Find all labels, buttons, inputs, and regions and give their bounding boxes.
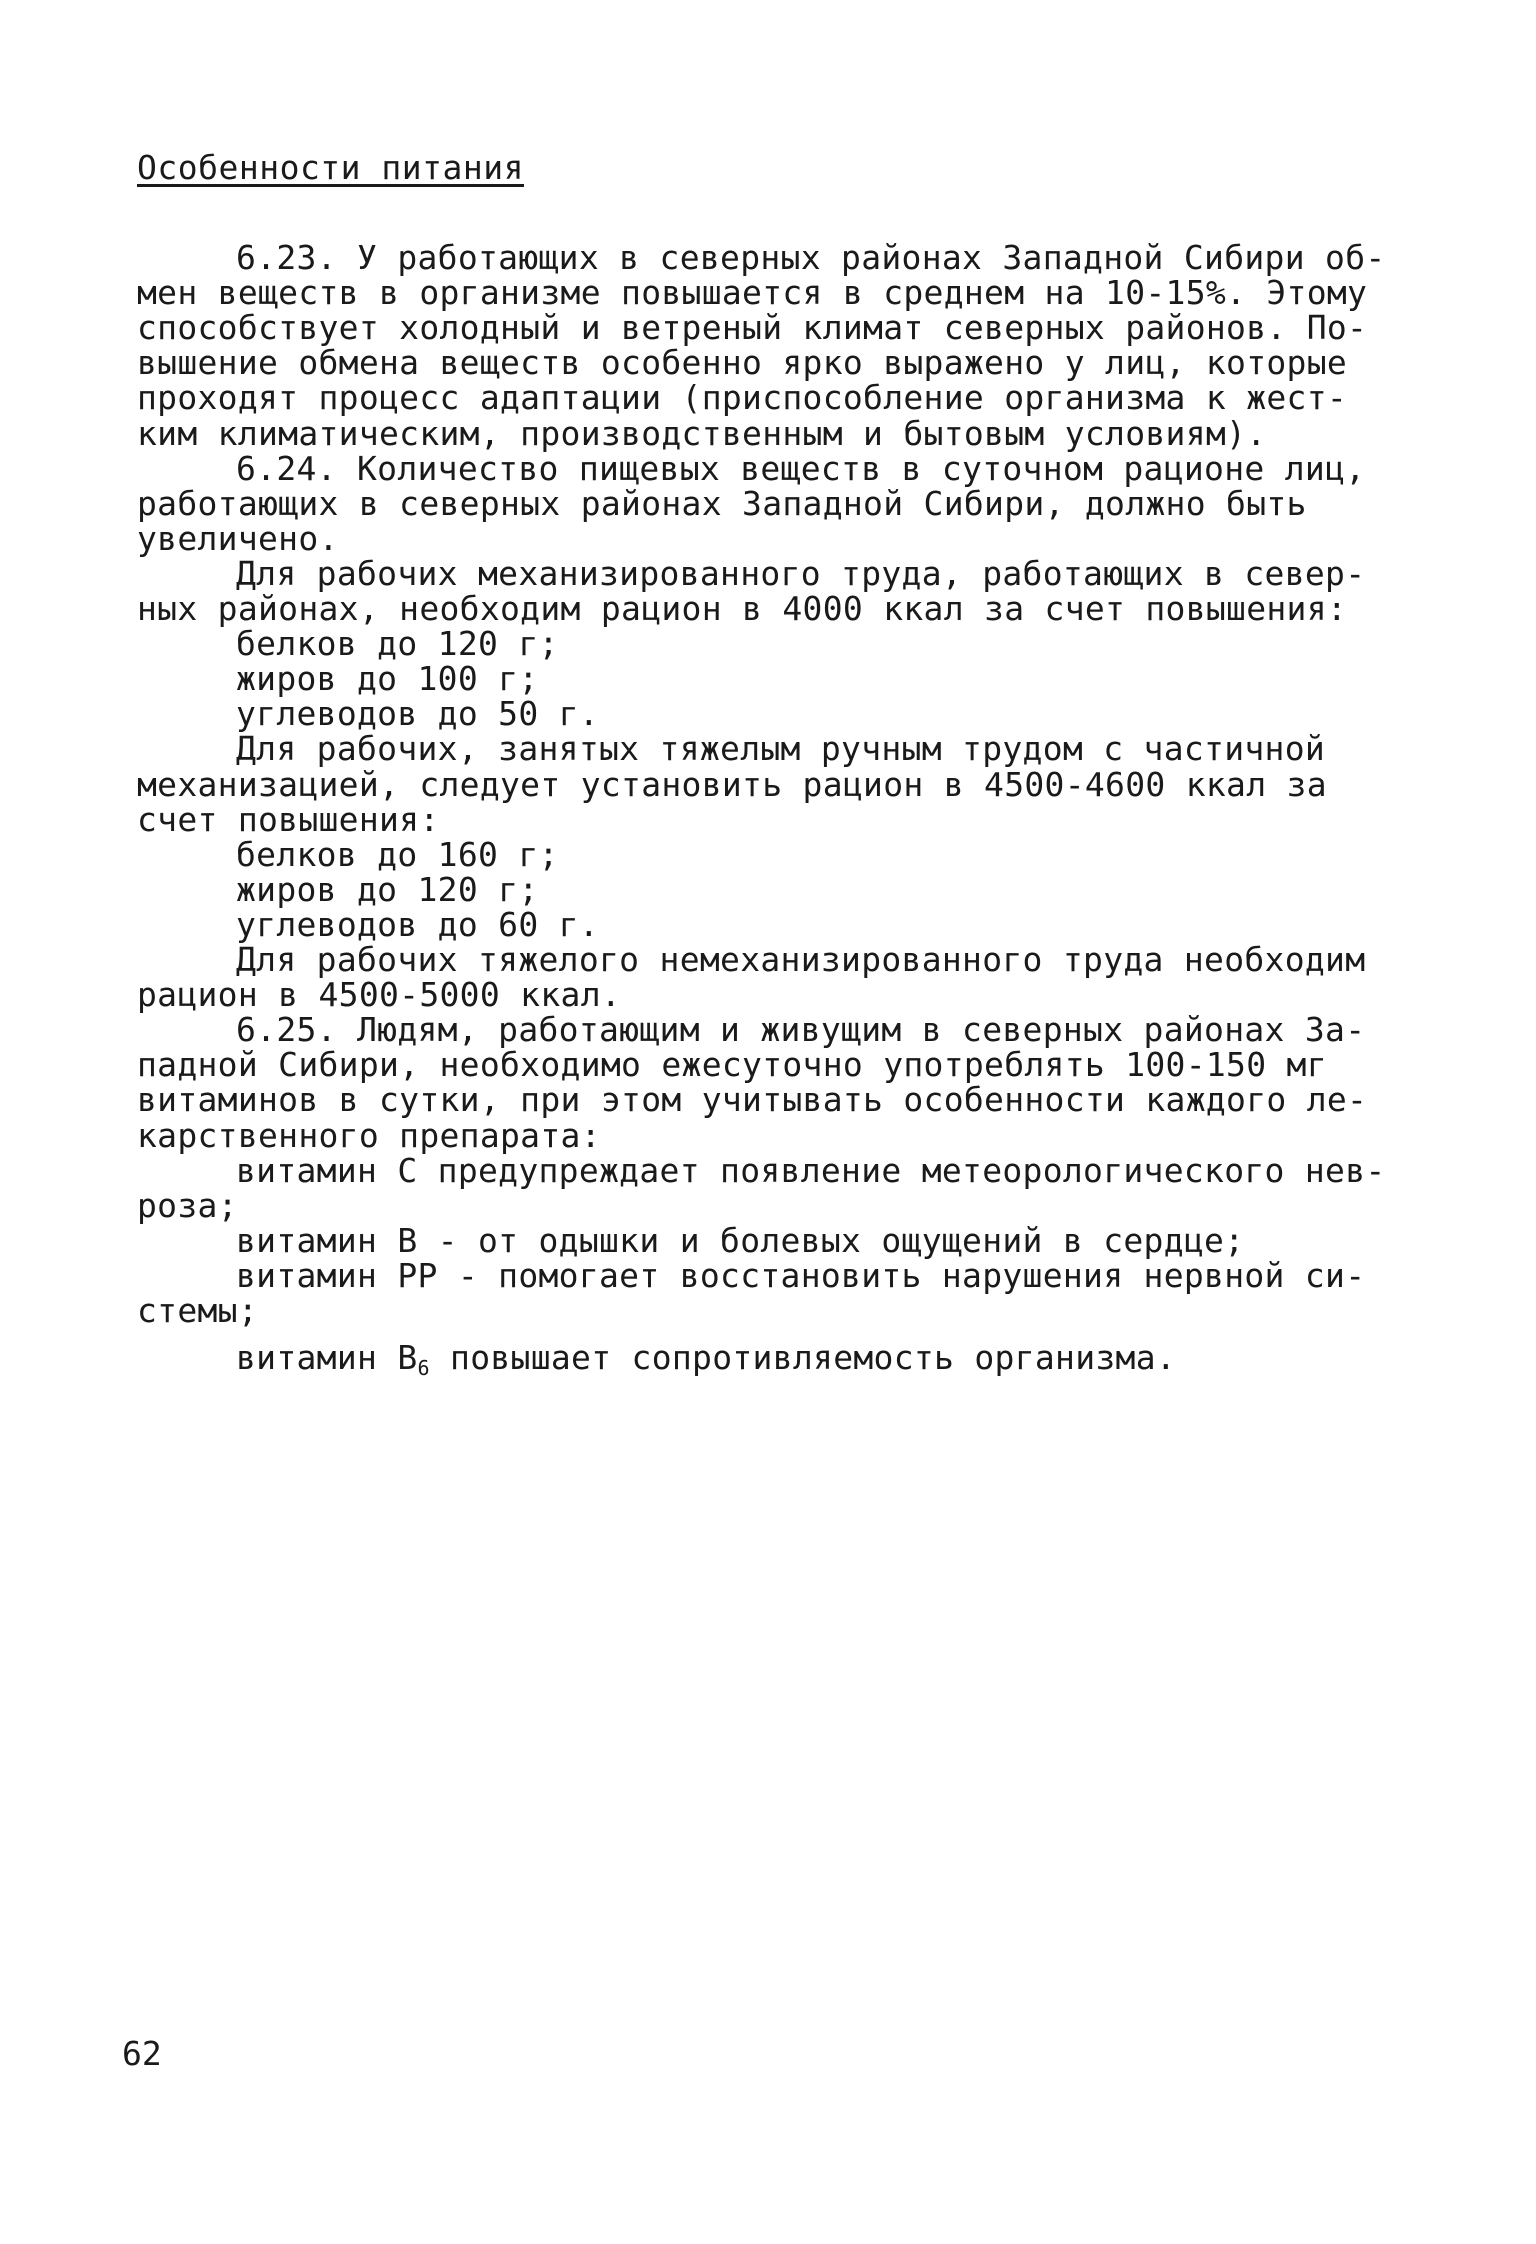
text-line-last — [236, 1338, 1176, 1388]
text-line: белков до 120 г; — [236, 624, 559, 664]
text-line: счет повышения: — [137, 799, 440, 839]
text-line: углеводов до 60 г. — [236, 904, 600, 944]
text-line: жиров до 100 г; — [236, 659, 539, 699]
vitamin-b6-subscript: 6 — [417, 1356, 430, 1381]
text-line: способствует холодный и ветреный климат северных районов. По- — [137, 308, 1368, 348]
text-line: механизацией, следует установить рацион в 4500-4600 ккал за — [137, 764, 1327, 804]
text-line: витамин РР - помогает восстановить нарушения нервной си- — [236, 1255, 1366, 1295]
text-line: вышение обмена веществ особенно ярко выражено у лиц, которые — [137, 343, 1348, 383]
text-line: увеличено. — [137, 518, 339, 558]
section-heading: Особенности питания — [137, 148, 524, 187]
text-line: Для рабочих тяжелого немеханизированного труда необходим — [236, 940, 1366, 979]
vitamin-b6-prefix: витамин В — [236, 1338, 418, 1378]
text-line: ных районах, необходим рацион в 4000 ккал за счет повышения: — [137, 589, 1348, 628]
text-line: падной Сибири, необходимо ежесуточно употреблять 100-150 мг — [137, 1045, 1327, 1085]
page-number: 62 — [122, 2034, 162, 2073]
text-line: белков до 160 г; — [236, 834, 559, 874]
text-line: витаминов в сутки, при этом учитывать особенности каждого ле- — [137, 1080, 1368, 1120]
text-line: жиров до 120 г; — [236, 869, 539, 909]
text-line: работающих в северных районах Западной Сибири, должно быть — [137, 483, 1307, 523]
text-line: проходят процесс адаптации (приспособление организма к жест- — [137, 378, 1348, 418]
text-line: 6.23. У работающих в северных районах Западной Сибири об- — [236, 238, 1386, 277]
text-line: Для рабочих, занятых тяжелым ручным трудом с частичной — [236, 729, 1326, 769]
text-line: роза; — [137, 1185, 238, 1225]
text-line: стемы; — [137, 1291, 259, 1330]
text-line: витамин В - от одышки и болевых ощущений в сердце; — [236, 1220, 1245, 1260]
text-line: ким климатическим, производственным и бытовым условиям). — [137, 413, 1267, 453]
text-line: углеводов до 50 г. — [236, 694, 600, 734]
text-line: Для рабочих механизированного труда, работающих в север- — [236, 553, 1366, 593]
text-line: рацион в 4500-5000 ккал. — [137, 975, 622, 1015]
vitamin-b6-suffix: повышает сопротивляемость организма. — [429, 1338, 1177, 1378]
text-line: 6.25. Людям, работающим и живущим в северных районах За- — [236, 1010, 1366, 1050]
text-line: 6.24. Количество пищевых веществ в суточном рационе лиц, — [236, 448, 1366, 488]
text-line: витамин С предупреждает появление метеорологического нев- — [236, 1150, 1386, 1190]
text-line: мен веществ в организме повышается в среднем на 10-15%. Этому — [137, 273, 1368, 313]
text-line: карственного препарата: — [137, 1115, 601, 1155]
